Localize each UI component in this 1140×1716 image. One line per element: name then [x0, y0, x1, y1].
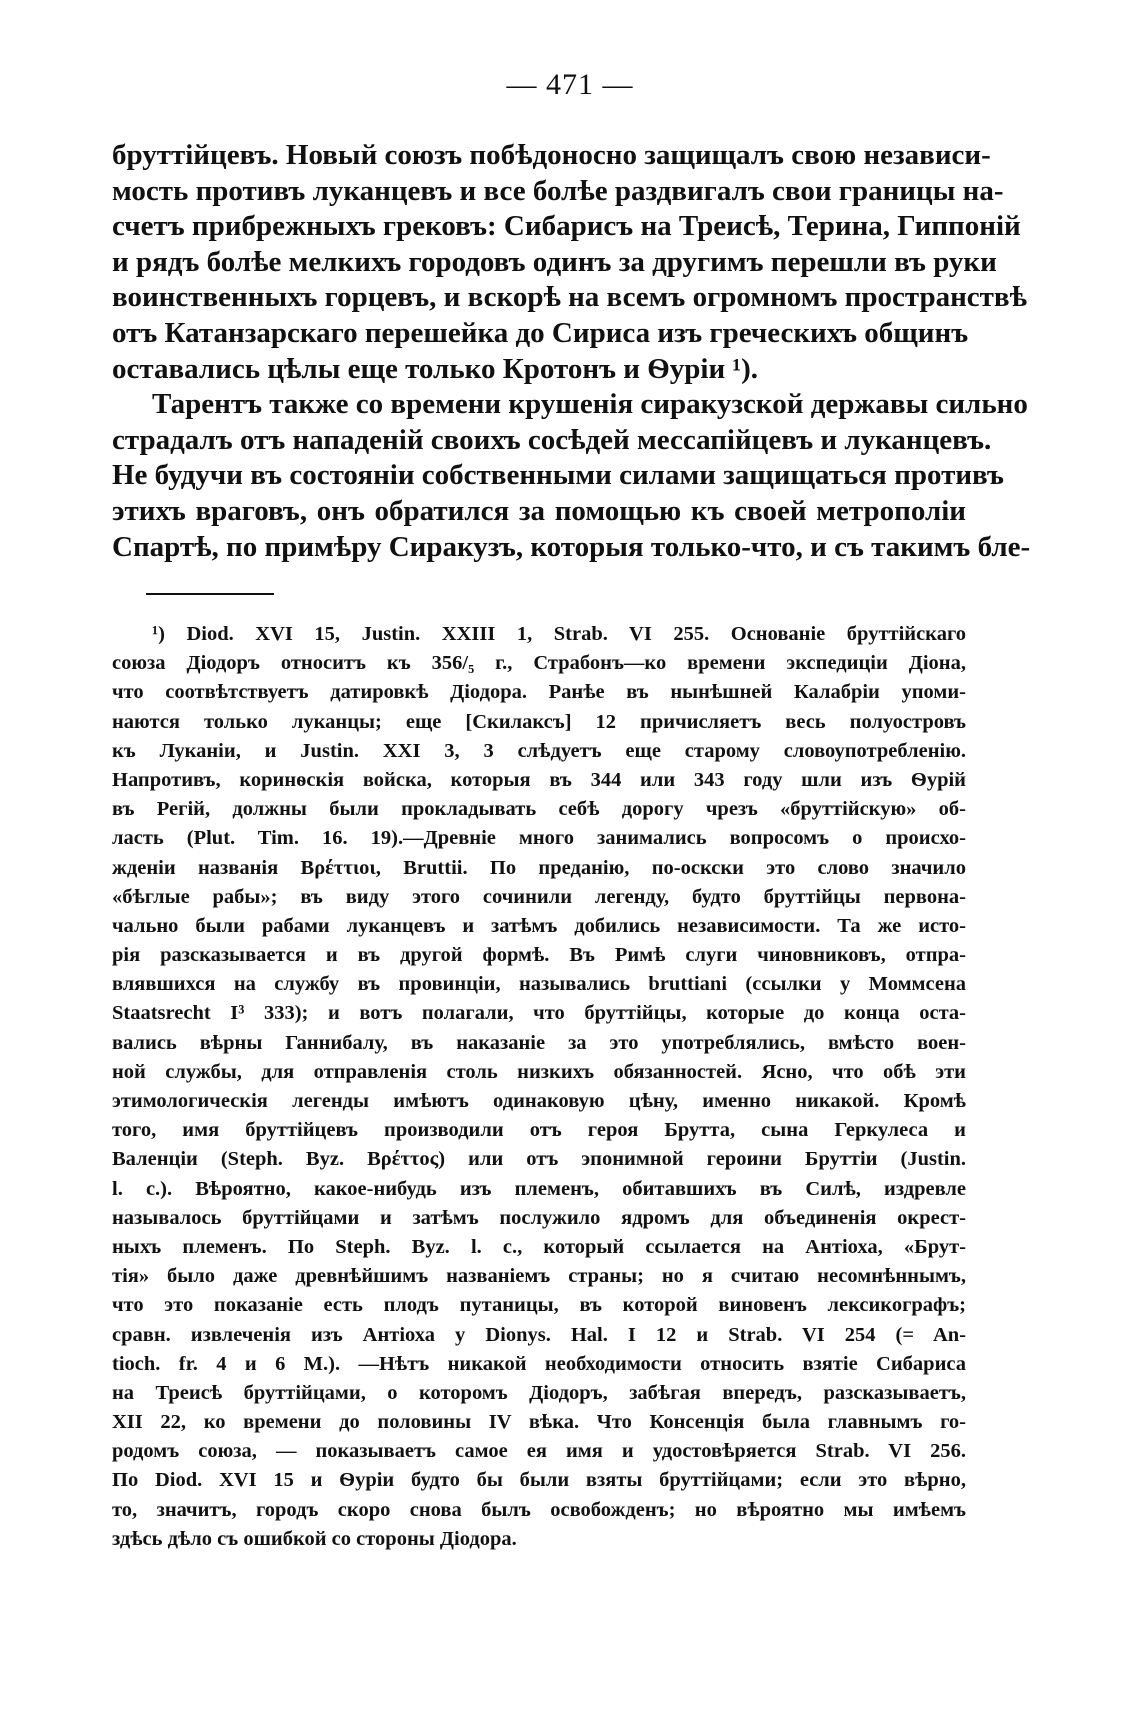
- footnote-line: ныхъ племенъ. По Steph. Byz. l. c., который ссылается на Антіоха, «Брут-: [112, 1235, 966, 1258]
- footnote-line: что соотвѣтствуетъ датировкѣ Діодора. Ранѣе въ нынѣшней Калабріи упоми-: [112, 681, 966, 704]
- footnote-line: tioch. fr. 4 и 6 M.). —Нѣтъ никакой необходимости относить взятіе Сибариса: [112, 1352, 966, 1375]
- main-line: Спартѣ, по примѣру Сиракузъ, которыя только-что, и съ такимъ бле-: [112, 530, 1031, 563]
- footnote-line: Валенціи (Steph. Byz. Βρέττος) или отъ эпонимной героини Бруттіи (Justin.: [112, 1148, 966, 1171]
- footnote-line: наются только луканцы; еще [Скилаксъ] 12 причисляетъ весь полуостровъ: [112, 710, 966, 733]
- footnote-line: ной службы, для отправленія столь низкихъ обязанностей. Ясно, что обѣ эти: [112, 1060, 966, 1083]
- footnote-line: ласть (Plut. Tim. 16. 19).—Древніе много занимались вопросомъ о происхо-: [112, 827, 966, 850]
- footnote-line: Напротивъ, коринѳскія войска, которыя въ 344 или 343 году шли изъ Ѳурій: [112, 768, 966, 791]
- main-line: и рядъ болѣе мелкихъ городовъ одинъ за другимъ перешли въ руки: [112, 245, 997, 278]
- footnote: [112, 620, 966, 1554]
- footnote-line: l. c.). Вѣроятно, какое-нибудь изъ племенъ, обитавшихъ въ Силѣ, издревле: [112, 1177, 966, 1200]
- page-number: — 471 —: [506, 68, 634, 101]
- footnote-line: сравн. извлеченія изъ Антіоха у Dionys. Hal. I 12 и Strab. VI 254 (= An-: [112, 1323, 966, 1346]
- footnote-line: этимологическія легенды имѣютъ одинаковую цѣну, именно никакой. Кромѣ: [112, 1090, 966, 1112]
- footnote-line: то, значитъ, городъ скоро снова былъ освобожденъ; но вѣроятно мы имѣемъ: [112, 1498, 966, 1521]
- main-line: бруттійцевъ. Новый союзъ побѣдоносно защищалъ свою независи-: [112, 139, 991, 171]
- footnote-line: союза Діодоръ относитъ къ 356/₅ г., Страбонъ—ко времени экспедиціи Діона,: [112, 652, 966, 675]
- main-line: страдалъ отъ нападеній своихъ сосѣдей мессапійцевъ и луканцевъ.: [112, 423, 992, 456]
- footnote-line: По Diod. XVI 15 и Ѳуріи будто бы были взяты бруттійцами; если это вѣрно,: [112, 1469, 966, 1492]
- footnote-line: на Треисѣ бруттійцами, о которомъ Діодоръ, забѣгая впередъ, разсказываетъ,: [112, 1381, 966, 1404]
- main-line: счетъ прибрежныхъ грековъ: Сибарисъ на Треисѣ, Терина, Гиппоній: [112, 210, 1021, 243]
- footnote-line: того, имя бруттійцевъ производили отъ героя Брутта, сына Геркулеса и: [112, 1119, 966, 1142]
- footnote-line: Staatsrecht I³ 333); и вотъ полагали, что бруттійцы, которые до конца оста-: [112, 1002, 966, 1025]
- footnote-line: чально были рабами луканцевъ и затѣмъ добились независимости. Та же исто-: [112, 914, 966, 937]
- footnote-line: «бѣглые рабы»; въ виду этого сочинили легенду, будто бруттійцы первона-: [112, 885, 966, 908]
- footnote-line: тія» было даже древнѣйшимъ названіемъ страны; но я считаю несомнѣннымъ,: [112, 1265, 966, 1288]
- main-line: оставались цѣлы еще только Кротонъ и Ѳуріи ¹).: [112, 352, 759, 385]
- footnote-line: XII 22, ко времени до половины IV вѣка. Что Консенція была главнымъ го-: [112, 1411, 966, 1434]
- main-line: воинственныхъ горцевъ, и вскорѣ на всемъ огромномъ пространствѣ: [112, 281, 1027, 314]
- footnote-divider: [146, 593, 274, 595]
- footnote-line: называлось бруттійцами и затѣмъ послужило ядромъ для объединенія окрест-: [112, 1206, 966, 1229]
- footnote-line: что это показаніе есть плодъ путаницы, въ которой виновенъ лексикографъ;: [112, 1294, 966, 1317]
- main-line: Тарентъ также со времени крушенія сиракузской державы сильно: [152, 388, 1028, 421]
- footnote-line: родомъ союза, — показываетъ самое ея имя и удостовѣряется Strab. VI 256.: [112, 1440, 966, 1463]
- footnote-line: ¹) Diod. XVI 15, Justin. XXIII 1, Strab. VI 255. Основаніе бруттійскаго: [152, 623, 966, 645]
- main-line: отъ Катанзарскаго перешейка до Сириса изъ греческихъ общинъ: [112, 316, 969, 349]
- main-line: мость противъ луканцевъ и все болѣе раздвигалъ свои границы на-: [112, 174, 1004, 207]
- footnote-line: въ Регій, должны были прокладывать себѣ дорогу чрезъ «бруттійскую» об-: [112, 798, 966, 821]
- main-line: Не будучи въ состояніи собственными силами защищаться противъ: [112, 459, 1004, 492]
- footnote-line: здѣсь дѣло съ ошибкой со стороны Діодора.: [112, 1527, 517, 1550]
- footnote-line: рія разсказывается и въ другой формѣ. Въ Римѣ слуги чиновниковъ, отпра-: [112, 944, 966, 967]
- footnote-line: вались вѣрны Ганнибалу, въ наказаніе за это употреблялись, вмѣсто воен-: [112, 1031, 966, 1054]
- main-line: этихъ враговъ, онъ обратился за помощью къ своей метрополіи: [112, 494, 966, 527]
- footnote-line: жденіи названія Βρέττιοι, Bruttii. По преданію, по-оскски это слово значило: [112, 856, 966, 879]
- footnote-line: влявшихся на службу въ провинціи, назывались bruttiani (ссылки у Моммсена: [112, 973, 966, 996]
- main-text: [112, 138, 1031, 565]
- footnote-line: къ Луканіи, и Justin. XXI 3, 3 слѣдуетъ еще старому словоупотребленію.: [112, 739, 966, 762]
